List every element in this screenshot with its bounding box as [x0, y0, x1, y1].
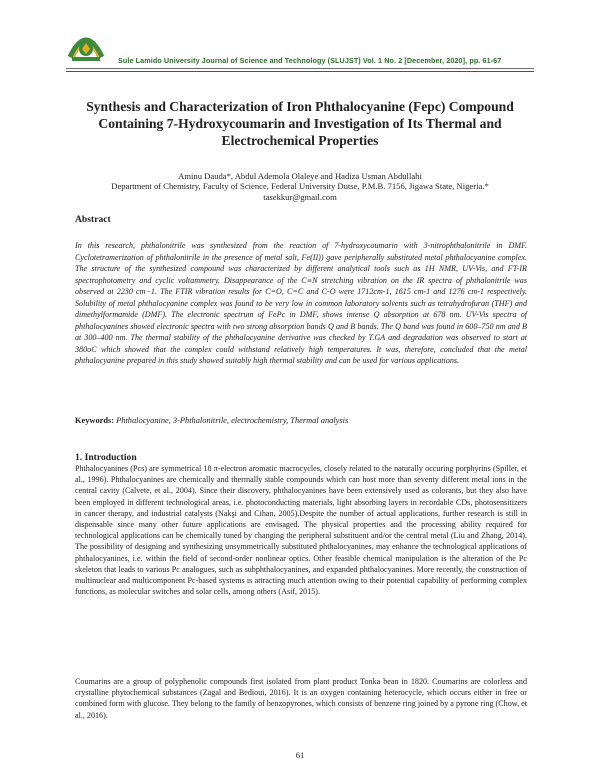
paper-title — [60, 98, 540, 149]
corresponding-email: tasekkur@gmail.com — [263, 192, 337, 202]
title-line: Synthesis and Characterization of Iron Phthalocyanine (Fepc) Compound — [86, 99, 514, 114]
journal-citation-line: Sule Lamido University Journal of Science and Technology (SLUJST) Vol. 1 No. 2 [December, 2020], pp. 61-67 — [118, 56, 502, 65]
keywords-list: Phthalocyanine, 3-Phthalonitrile, electrochemistry, Thermal analysis — [116, 416, 349, 425]
abstract-text: In this research, phthalonitrile was synthesized from the reaction of 7-hydroxycoumarin with 3-nitrophthalonitrile in DMF. Cyclotetramerization of phthalonitrile in the presence of metal salt, Fe(II)) gave peripherally substituted metal phthalocyanine complex. The structure of the synthesized compound was characterized by different analytical tools such as 1H NMR, UV-Vis, and FT-IR spectrophotometry and cyclic voltammetry. Disappearance of the C≡N stretching vibration on the IR spectra of phthalonitrile was observed at 2230 cm−1. The FTIR vibration results for C=O, C=C and C-O were 1712cm-1, 1615 cm-1 and 1276 cm-1 respectively. Solubility of metal phthalocyanine complex was found to be very low in common laboratory solvents such as tetrahydrofuran (THF) and dimethylformamide (DMF). The electronic spectrum of FePc in DMF, shows intense Q absorption at 678 nm. UV-Vis spectra of phthalocyanines showed electronic spectra with two strong absorption bands Q and B bands. The Q band was found in 600–750 nm and B at 300–400 nm. The thermal stability of the phthalocyanine derivative was checked by T.GA and degradation was observed to start at 380oC which showed that the complex could withstand relatively high temperatures. It was, therefore, concluded that the metal phthalocyanine prepared in this study showed suitably high thermal stability and can be used for various applications. — [75, 241, 527, 366]
keywords-label: Keywords: — [75, 416, 115, 425]
author-list: Aminu Dauda*, Abdul Ademola Olaleye and Hadiza Usman Abdullahi — [178, 171, 422, 181]
introduction-heading: 1. Introduction — [75, 452, 137, 463]
title-line: Containing 7-Hydroxycoumarin and Investigation of Its Thermal and — [98, 116, 502, 131]
abstract-heading: Abstract — [75, 214, 111, 225]
header-rule — [66, 68, 534, 69]
keywords — [75, 415, 527, 426]
university-logo — [66, 27, 106, 63]
affiliation: Department of Chemistry, Faculty of Science, Federal University Dutse, P.M.B. 7156, Jigawa State, Nigeria.* — [111, 181, 489, 191]
introduction-paragraph: Phthalocyanines (Pcs) are symmetrical 18 π-electron aromatic macrocycles, closely related to the naturally occuring porphyrins (Spiller, et al., 1996). Phthalocyanines are chemically and thermally stable compounds which can host more than seventy different metal ions in the central cavity (Calvete, et al., 2004). Since their discovery, phthalocyanines have been extensively used as colorants, but they also have been employed in different technological areas, i.e. photoconducting materials, light absorbing layers in recordable CDs, photosensitizers in cancer therapy, and industrial catalysts (Nakşi and Cihan, 2005).Despite the number of actual applications, further research is still in dispensable since many other future applications are envisaged. The physical properties and the processing ability required for technological applications can be chemically tuned by changing the peripheral substituent and/or the central metal (Liu and Zhang, 2014). The possibility of designing and synthesizing unsymmetrically substituted phthalocyanines, may enhance the technological applications of phthalocyanines, i.e. within the field of second-order nonlinear optics. Other feasible chemical manipulation is the alteration of the Pc skeleton that leads to various Pc analogues, such as subphthalocyanines, and expanded phthalocyanines. More recently, the construction of multinuclear and multicomponent Pc-based systems is attracting much attention owing to their potential capability of performing complex functions, as molecular switches and solar cells, among others (Asif, 2015). — [75, 464, 527, 597]
page-number: 61 — [295, 750, 305, 760]
header-rule-secondary — [66, 71, 534, 72]
title-line: Electrochemical Properties — [221, 133, 379, 148]
introduction-paragraph: Coumarins are a group of polyphenolic compounds first isolated from plant product Tonka bean in 1820. Coumarins are colorless and crystalline phytochemical substances (Zagal and Bedioui, 2016). It is an oxygen containing heterocycle, which occurs either in free or combined form with glucose. They belong to the family of benzopyrones, which consists of benzene ring joined by a pyrone ring (Chow, et al., 2016). — [75, 677, 527, 720]
